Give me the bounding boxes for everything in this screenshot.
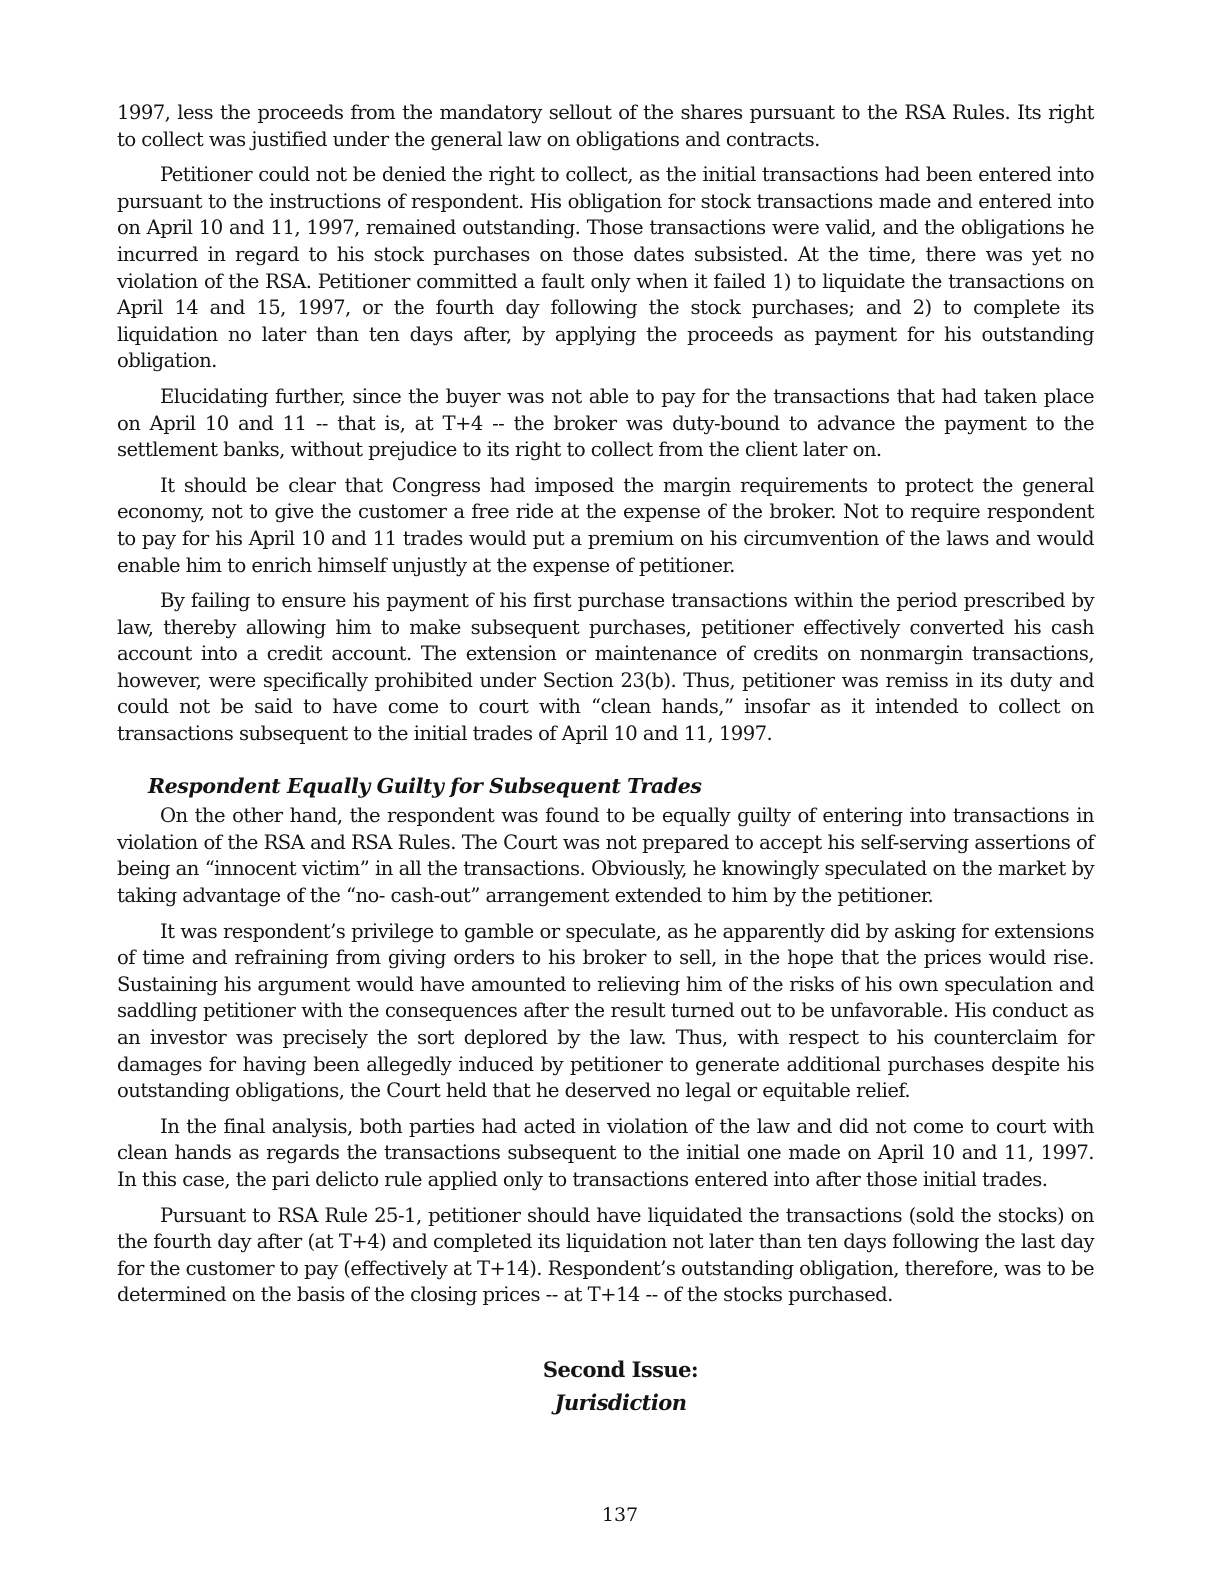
- paragraph: It should be clear that Congress had imposed the margin requirements to protect the general economy, not to give the customer a free ride at the expense of the broker. Not to require respondent to pay for his April 10 and 11 trades would put a premium on his circumvention of the laws and would enable him to enrich himself unjustly at the expense of petitioner.: [117, 473, 1094, 577]
- page-number: 137: [601, 1504, 639, 1526]
- paragraph: Pursuant to RSA Rule 25-1, petitioner should have liquidated the transactions (sold the stocks) on the fourth day after (at T+4) and completed its liquidation not later than ten days following the last day for the customer to pay (effectively at T+14). Respondent’s outstanding obligation, therefore, was to be determined on the basis of the closing prices -- at T+14 -- of the stocks purchased.: [117, 1203, 1094, 1307]
- section-subheading: Respondent Equally Guilty for Subsequent Trades: [148, 773, 702, 798]
- paragraph: On the other hand, the respondent was found to be equally guilty of entering into transactions in violation of the RSA and RSA Rules. The Court was not prepared to accept his self-serving assertions of being an “innocent victim” in all the transactions. Obviously, he knowingly speculated on the market by taking advantage of the “no- cash-out” arrangement extended to him by the petitioner.: [117, 804, 1094, 908]
- body-text: [117, 100, 1094, 1419]
- paragraph: Petitioner could not be denied the right to collect, as the initial transactions had been entered into pursuant to the instructions of respondent. His obligation for stock transactions made and entered into on April 10 and 11, 1997, remained outstanding. Those transactions were valid, and the obligations he incurred in regard to his stock purchases on those dates subsisted. At the time, there was yet no violation of the RSA. Petitioner committed a fault only when it failed 1) to liquidate the transactions on April 14 and 15, 1997, or the fourth day following the stock purchases; and 2) to complete its liquidation no later than ten days after, by applying the proceeds as payment for his outstanding obligation.: [117, 163, 1094, 373]
- issue-heading-title: Second Issue:: [542, 1356, 699, 1382]
- issue-heading-subtitle: Jurisdiction: [554, 1389, 687, 1415]
- paragraph: By failing to ensure his payment of his first purchase transactions within the period prescribed by law, thereby allowing him to make subsequent purchases, petitioner effectively converted his cash account into a credit account. The extension or maintenance of credits on nonmargin transactions, however, were specifically prohibited under Section 23(b). Thus, petitioner was remiss in its duty and could not be said to have come to court with “clean hands,” insofar as it intended to collect on transactions subsequent to the initial trades of April 10 and 11, 1997.: [117, 589, 1094, 746]
- paragraph: It was respondent’s privilege to gamble or speculate, as he apparently did by asking for extensions of time and refraining from giving orders to his broker to sell, in the hope that the prices would rise. Sustaining his argument would have amounted to relieving him of the risks of his own speculation and saddling petitioner with the consequences after the result turned out to be unfavorable. His conduct as an investor was precisely the sort deplored by the law. Thus, with respect to his counterclaim for damages for having been allegedly induced by petitioner to generate additional purchases despite his outstanding obligations, the Court held that he deserved no legal or equitable relief.: [117, 919, 1094, 1103]
- paragraph: 1997, less the proceeds from the mandatory sellout of the shares pursuant to the RSA Rules. Its right to collect was justified under the general law on obligations and contracts.: [117, 101, 1094, 151]
- paragraph: Elucidating further, since the buyer was not able to pay for the transactions that had taken place on April 10 and 11 -- that is, at T+4 -- the broker was duty-bound to advance the payment to the settlement banks, without prejudice to its right to collect from the client later on.: [117, 384, 1094, 462]
- paragraph: In the final analysis, both parties had acted in violation of the law and did not come to court with clean hands as regards the transactions subsequent to the initial one made on April 10 and 11, 1997. In this case, the pari delicto rule applied only to transactions entered into after those initial trades.: [117, 1114, 1094, 1191]
- issue-heading: [117, 1353, 1094, 1419]
